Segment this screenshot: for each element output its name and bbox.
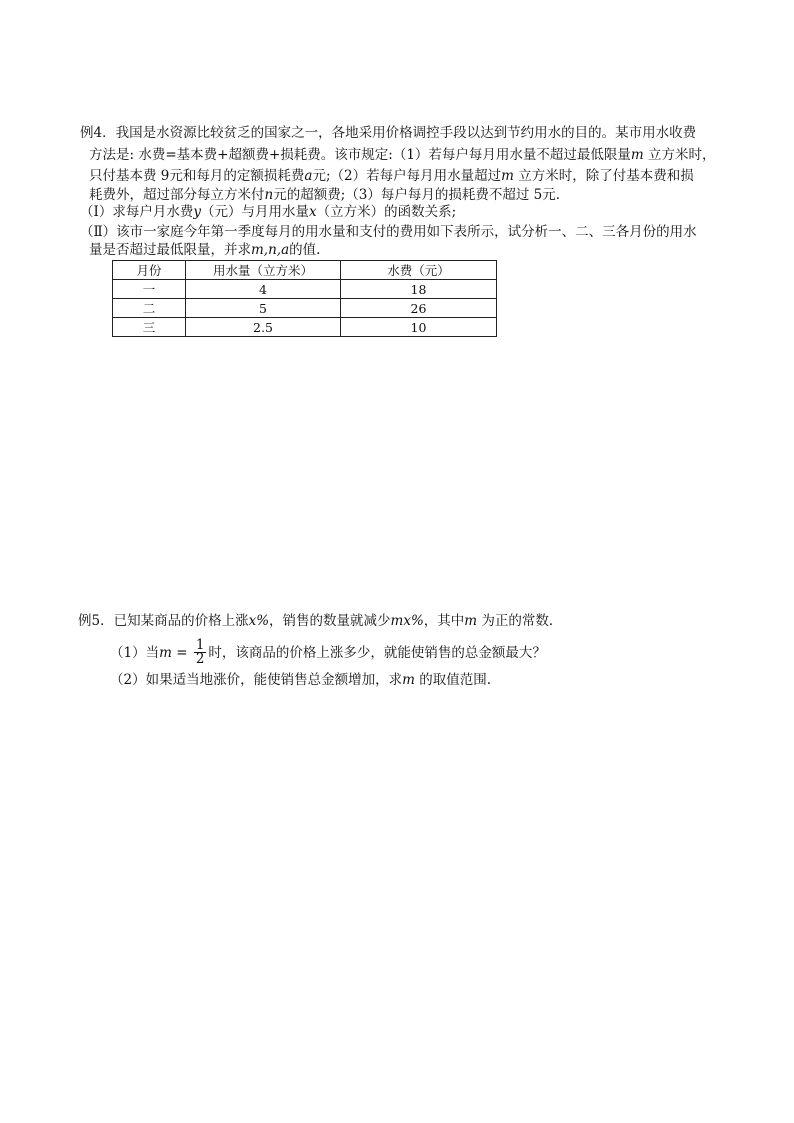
example4-line1 bbox=[80, 124, 696, 142]
variable-m: m bbox=[464, 613, 478, 629]
variable-m: m bbox=[630, 147, 644, 163]
table-header-month: 月份 bbox=[113, 261, 186, 280]
table-cell-usage: 4 bbox=[186, 280, 341, 299]
example4-line3-text-c: 立方米时，除了付基本费和损 bbox=[513, 168, 694, 184]
variable-m: m bbox=[501, 168, 514, 184]
example4-line4 bbox=[89, 186, 569, 204]
example5-line1-text-a: 例5．已知某商品的价格上涨 bbox=[78, 613, 249, 629]
example4-line2-text-a: 方法是: 水费=基本费+超额费+损耗费。该市规定:（1）若每户每月用水量不超过最低限量 bbox=[89, 147, 631, 163]
table-header-row bbox=[113, 261, 497, 280]
example5-part2 bbox=[110, 671, 491, 689]
fraction-numerator: 1 bbox=[195, 637, 205, 653]
example5-line1-text-c: ，其中 bbox=[423, 613, 465, 629]
example5-line1 bbox=[78, 612, 562, 630]
table-cell-month: 一 bbox=[113, 280, 186, 299]
variable-y: y bbox=[193, 204, 201, 220]
variable-x: x bbox=[308, 204, 317, 220]
example4-line2 bbox=[89, 146, 716, 164]
table-cell-usage: 2.5 bbox=[186, 318, 341, 337]
water-usage-table bbox=[112, 260, 497, 337]
example4-q1-text-c: （立方米）的函数关系; bbox=[316, 204, 457, 220]
example5-p1-text-b: 时，该商品的价格上涨多少，就能使销售的总金额最大？ bbox=[208, 645, 546, 661]
table-row bbox=[113, 280, 497, 299]
example5-p1-text-a: （1）当 bbox=[110, 645, 160, 661]
example4-q1-text-b: （元）与月用水量 bbox=[200, 204, 309, 220]
example4-q2-line1-text: （Ⅱ）该市一家庭今年第一季度每月的用水量和支付的费用如下表所示，试分析一、二、三各月份的用水 bbox=[80, 224, 697, 240]
table-row bbox=[113, 318, 497, 337]
example5-p2-text-a: （2）如果适当地涨价，能使销售总金额增加，求 bbox=[110, 672, 403, 688]
fraction-denominator: 2 bbox=[195, 651, 205, 667]
example4-q1-text-a: （Ⅰ）求每户月水费 bbox=[80, 204, 194, 220]
example4-question2-line1 bbox=[80, 223, 697, 241]
table-header-fee: 水费（元） bbox=[341, 261, 497, 280]
table-cell-fee: 26 bbox=[341, 299, 497, 318]
example4-q2-line2-text-a: 量是否超过最低限量，并求 bbox=[89, 242, 251, 258]
variable-m: m bbox=[159, 645, 172, 661]
example4-line4-text-b: 元的超额费;（3）每户每月的损耗费不超过 5元． bbox=[273, 187, 570, 203]
example5-line1-text-b: ，销售的数量就减少 bbox=[269, 613, 391, 629]
variable-a: a bbox=[304, 168, 313, 184]
example4-question1 bbox=[80, 203, 456, 221]
table-row bbox=[113, 299, 497, 318]
example4-line4-text-a: 耗费外，超过部分每立方米付 bbox=[89, 187, 265, 203]
example4-line3 bbox=[89, 167, 694, 185]
equals-sign: = bbox=[171, 645, 192, 661]
example4-line1-text: 例4．我国是水资源比较贫乏的国家之一，各地采用价格调控手段以达到节约用水的目的。某市用水收费 bbox=[80, 125, 697, 141]
table-cell-fee: 18 bbox=[341, 280, 497, 299]
example4-line2-text-b: 立方米时， bbox=[643, 147, 716, 163]
example4-line3-text-b: 元;（2）若每户每月用水量超过 bbox=[312, 168, 502, 184]
example4-question2-line2 bbox=[89, 241, 320, 259]
table-cell-month: 二 bbox=[113, 299, 186, 318]
variable-n: n bbox=[264, 187, 274, 203]
variable-m: m bbox=[402, 672, 415, 688]
example5-line1-text-d: 为正的常数． bbox=[477, 613, 563, 629]
example4-q2-line2-text-b: 的值. bbox=[289, 242, 321, 258]
table-cell-month: 三 bbox=[113, 318, 186, 337]
table-header-usage: 用水量（立方米） bbox=[186, 261, 341, 280]
example5-p2-text-b: 的取值范围. bbox=[414, 672, 491, 688]
table-cell-usage: 5 bbox=[186, 299, 341, 318]
example4-line3-text-a: 只付基本费 9元和每月的定额损耗费 bbox=[89, 168, 305, 184]
variable-mx-percent: mx% bbox=[390, 613, 424, 629]
variable-x-percent: x% bbox=[248, 613, 270, 629]
variables-mna: m,n,a bbox=[251, 242, 290, 258]
table-cell-fee: 10 bbox=[341, 318, 497, 337]
fraction-one-half bbox=[194, 639, 207, 666]
example5-part1 bbox=[110, 637, 546, 667]
